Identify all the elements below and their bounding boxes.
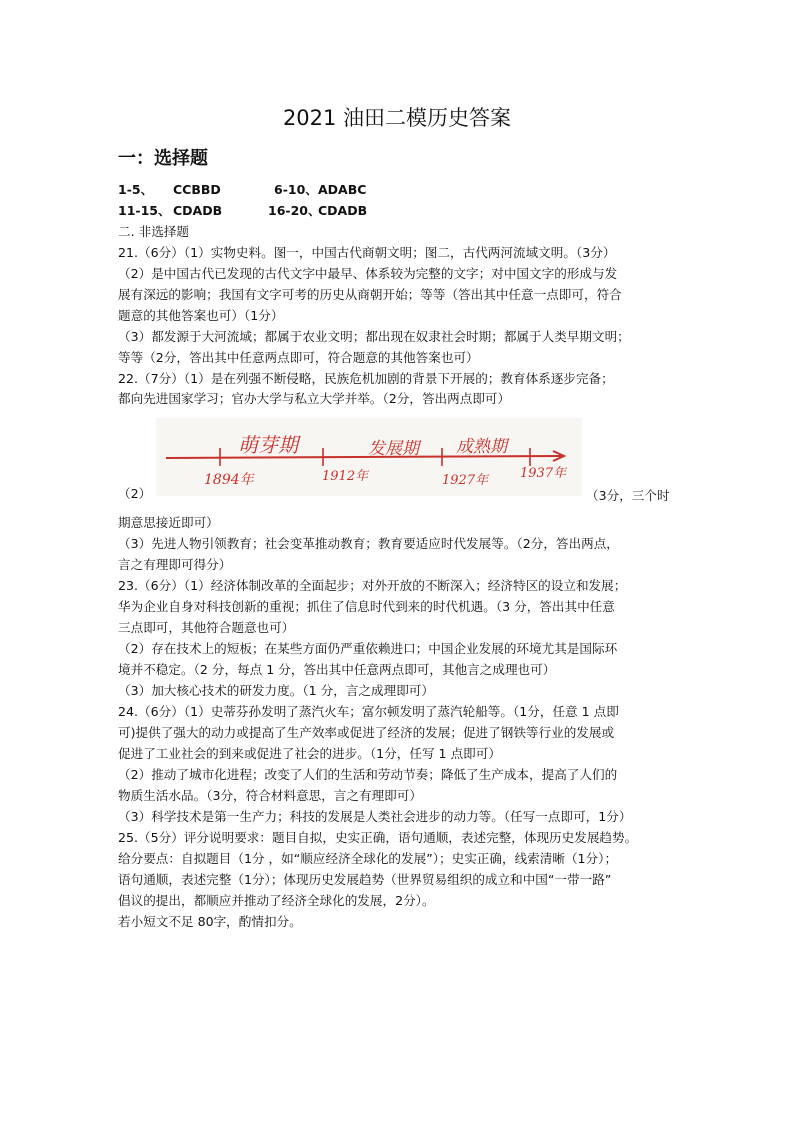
answer-range: 6-10、	[274, 182, 318, 197]
answer-line: 言之有理即可得分）	[118, 557, 232, 572]
answer-line: 若小短文不足 80字，酌情扣分。	[118, 914, 302, 929]
answer-line: 24.（6分）（1）史蒂芬孙发明了蒸汽火车；富尔顿发明了蒸汽轮船等。（1分，任意 1 点即	[118, 704, 619, 719]
answer-line: 21.（6分）（1）实物史料。图一，中国古代商朝文明；图二，古代两河流域文明。（3分）	[118, 245, 616, 260]
timeline-period: 发展期	[368, 439, 419, 459]
answer-key: CCBBD	[173, 182, 221, 197]
answer-line: （3）科学技术是第一生产力；科技的发展是人类社会进步的动力等。（任写一点即可，1分）	[118, 809, 632, 824]
answer-range: 16-20、	[268, 203, 321, 218]
answer-key: CDADB	[173, 203, 223, 218]
answer-line: （3）先进人物引领教育；社会变革推动教育；教育要适应时代发展等。（2分，答出两点，	[118, 536, 619, 551]
answer-line: 给分要点：自拟题目（1分 ，如“顺应经济全球化的发展”）；史实正确，线索清晰（1分）；	[118, 851, 618, 866]
q22-2-suffix: （3分，三个时	[586, 488, 670, 503]
q22-2-prefix: （2）	[118, 486, 152, 501]
section-choice-heading: 一：选择题	[118, 148, 208, 169]
answer-line: 语句通顺，表述完整（1分）；体现历史发展趋势（世界贸易组织的成立和中国“一带一路”	[118, 872, 612, 887]
answer-line: 促进了工业社会的到来或促进了社会的进步。（1分，任写 1 点即可）	[118, 746, 501, 761]
timeline-drawing	[156, 418, 582, 496]
answer-line: 期意思接近即可）	[118, 515, 219, 530]
answer-line: 三点即可，其他符合题意也可）	[118, 620, 295, 635]
page-title: 2021 油田二模历史答案	[282, 106, 512, 130]
answer-line: 题意的其他答案也可）（1分）	[118, 308, 284, 323]
answer-line: 华为企业自身对科技创新的重视；抓住了信息时代到来的时代机遇。（3 分，答出其中任意	[118, 599, 615, 614]
timeline-year: 1912年	[322, 469, 369, 484]
answer-line: （2）存在技术上的短板；在某些方面仍严重依赖进口；中国企业发展的环境尤其是国际环	[118, 641, 618, 656]
answer-line: 25.（5分）评分说明要求：题目自拟，史实正确，语句通顺，表述完整，体现历史发展趋势。	[118, 830, 638, 845]
timeline-year: 1927年	[442, 473, 489, 488]
answer-line: （3）都发源于大河流域；都属于农业文明；都出现在奴隶社会时期；都属于人类早期文明；	[118, 329, 630, 344]
answer-line: （3）加大核心技术的研发力度。（1 分，言之成理即可）	[118, 683, 434, 698]
answer-line: 23.（6分）（1）经济体制改革的全面起步；对外开放的不断深入；经济特区的设立和发展；	[118, 578, 627, 593]
answer-line: 都向先进国家学习；官办大学与私立大学并举。（2分，答出两点即可）	[118, 391, 511, 406]
answer-line: （2）推动了城市化进程；改变了人们的生活和劳动节奏；降低了生产成本，提高了人们的	[118, 767, 618, 782]
answer-line: 展有深远的影响；我国有文字可考的历史从商朝开始；等等（答出其中任意一点即可，符合	[118, 287, 622, 302]
answer-line: （2）是中国古代已发现的古代文字中最早、体系较为完整的文字；对中国文字的形成与发	[118, 266, 618, 281]
timeline-image	[156, 418, 582, 496]
timeline-period: 萌芽期	[238, 433, 298, 457]
timeline-period: 成熟期	[456, 437, 507, 457]
answer-range: 1-5、	[118, 182, 154, 197]
answer-line: 境并不稳定。（2 分，每点 1 分，答出其中任意两点即可，其他言之成理也可）	[118, 662, 556, 677]
timeline-year: 1937年	[520, 466, 567, 481]
section-nonchoice-heading: 二. 非选择题	[118, 224, 189, 239]
answer-line: 物质生活水品。（3分，符合材料意思，言之有理即可）	[118, 788, 422, 803]
answer-line: 倡议的提出，都顺应并推动了经济全球化的发展，2分）。	[118, 893, 435, 908]
answer-line: 可)提供了强大的动力或提高了生产效率或促进了经济的发展；促进了钢铁等行业的发展或	[118, 725, 615, 740]
answer-key: CDADB	[318, 203, 368, 218]
timeline-year: 1894年	[204, 472, 254, 488]
answer-key: ADABC	[318, 182, 367, 197]
answer-line: 等等（2分，答出其中任意两点即可，符合题意的其他答案也可）	[118, 350, 479, 365]
answer-range: 11-15、	[118, 203, 171, 218]
answer-line: 22.（7分）（1）是在列强不断侵略，民族危机加剧的背景下开展的；教育体系逐步完备；	[118, 371, 614, 386]
